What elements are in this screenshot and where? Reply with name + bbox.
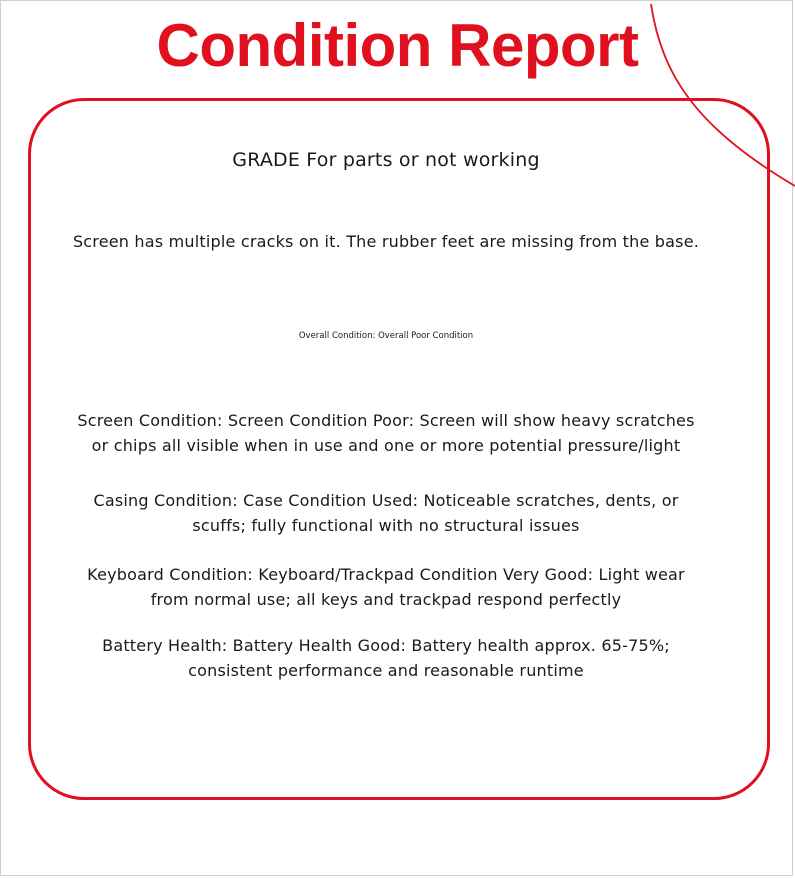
casing-condition [28, 488, 744, 538]
screen-condition [28, 408, 744, 458]
casing-condition-line-2: scuffs; fully functional with no structural issues [192, 516, 580, 535]
description-text: Screen has multiple cracks on it. The rubber feet are missing from the base. [72, 232, 700, 251]
page-title: Condition Report [156, 12, 639, 79]
battery-health [28, 633, 744, 683]
grade-text: GRADE For parts or not working [232, 149, 540, 171]
casing-condition-line-1: Casing Condition: Case Condition Used: Noticeable scratches, dents, or [93, 491, 679, 510]
keyboard-condition-line-2: from normal use; all keys and trackpad respond perfectly [150, 590, 622, 609]
overall-condition-text: Overall Condition: Overall Poor Condition [298, 331, 474, 341]
keyboard-condition-line-1: Keyboard Condition: Keyboard/Trackpad Condition Very Good: Light wear [87, 565, 685, 584]
keyboard-condition [28, 562, 744, 612]
battery-health-line-1: Battery Health: Battery Health Good: Battery health approx. 65-75%; [102, 636, 670, 655]
screen-condition-line-1: Screen Condition: Screen Condition Poor: Screen will show heavy scratches [77, 411, 695, 430]
battery-health-line-2: consistent performance and reasonable runtime [188, 661, 584, 680]
screen-condition-line-2: or chips all visible when in use and one or more potential pressure/light [91, 436, 681, 455]
